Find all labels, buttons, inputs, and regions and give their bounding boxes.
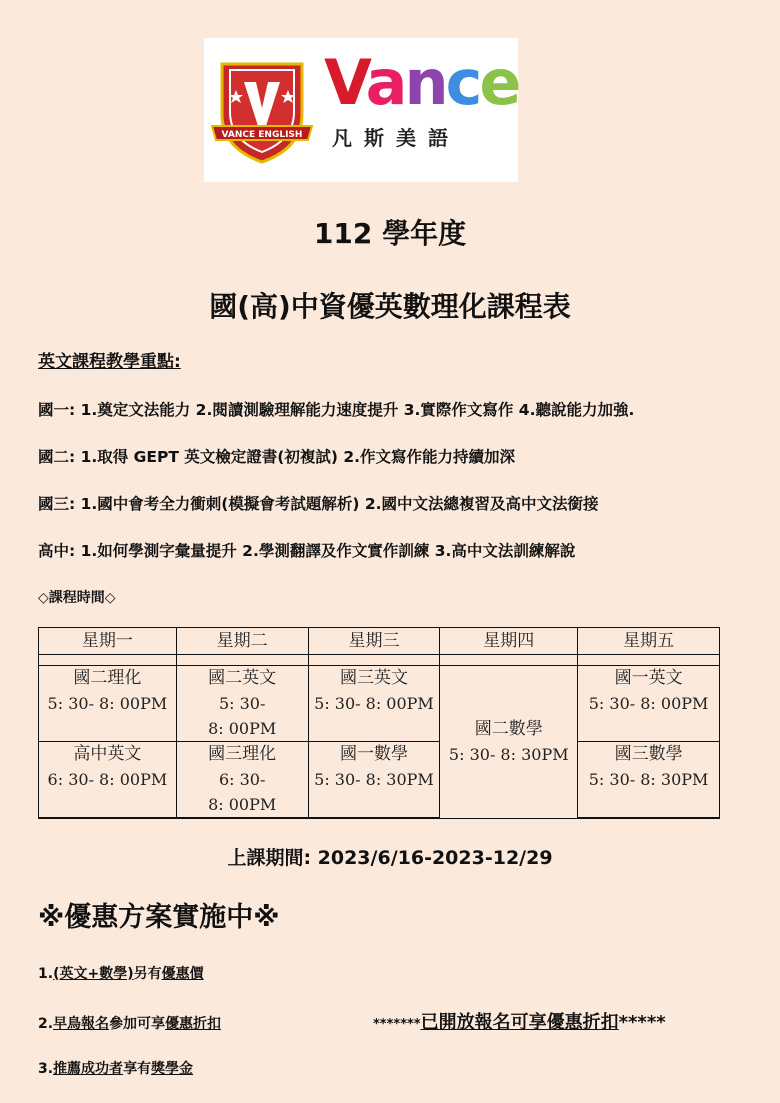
- promo-text: 優惠折扣: [165, 1016, 222, 1032]
- class-cell-fri-2: [578, 742, 720, 819]
- day-header-wed: 星期三: [308, 628, 440, 655]
- brand-letter: n: [404, 46, 446, 119]
- promo-number: 3.: [38, 1061, 54, 1077]
- class-cell-tue-1: [176, 666, 308, 742]
- english-focus-heading: 英文課程教學重點:: [38, 352, 181, 372]
- brand-letter: e: [479, 46, 519, 119]
- schedule-heading: ◇課程時間◇: [38, 590, 116, 606]
- class-name: 國一數學: [339, 744, 408, 764]
- promo-text: (英文+數學): [53, 966, 134, 982]
- class-cell-mon-2: [39, 742, 177, 819]
- focus-line-highschool: 高中: 1.如何學測字彙量提升 2.學測翻譯及作文實作訓練 3.高中文法訓練解說: [38, 542, 576, 560]
- class-time: 5: 30- 8: 00PM: [208, 694, 277, 738]
- promo-item-1: [38, 963, 204, 983]
- class-name: 國三數學: [614, 744, 683, 764]
- vance-shield-logo: [210, 56, 314, 166]
- class-cell-wed-1: [308, 666, 440, 742]
- class-time: 5: 30- 8: 00PM: [47, 694, 168, 713]
- class-cell-wed-2: [308, 742, 440, 819]
- class-time: 5: 30- 8: 00PM: [314, 694, 434, 713]
- focus-line-grade9: 國三: 1.國中會考全力衝刺(模擬會考試題解析) 2.國中文法總複習及高中文法銜接: [38, 495, 599, 513]
- class-time: 5: 30- 8: 00PM: [588, 694, 709, 713]
- class-name: 國二數學: [474, 718, 543, 739]
- brand-wordmark: [324, 46, 519, 119]
- class-time: 6: 30- 8: 00PM: [47, 770, 168, 789]
- day-header-mon: 星期一: [39, 628, 177, 655]
- promo-number: 2.: [38, 1016, 54, 1032]
- stars-right: *****: [618, 1012, 666, 1033]
- table-row: [39, 666, 720, 742]
- promo-item-3: [38, 1058, 193, 1078]
- focus-line-grade8: 國二: 1.取得 GEPT 英文檢定證書(初複試) 2.作文寫作能力持續加深: [38, 448, 516, 466]
- promo-text: 享有: [123, 1061, 152, 1077]
- class-name: 國三理化: [208, 744, 277, 764]
- class-time: 6: 30- 8: 00PM: [208, 770, 277, 814]
- spacer-cell: [308, 655, 440, 666]
- day-header-tue: 星期二: [176, 628, 308, 655]
- spacer-cell: [578, 655, 720, 666]
- class-time: 5: 30- 8: 30PM: [588, 770, 709, 789]
- shield-text: VANCE ENGLISH: [221, 130, 303, 140]
- class-name: 高中英文: [73, 744, 142, 764]
- table-header-row: [39, 628, 720, 655]
- class-time: 5: 30- 8: 30PM: [448, 744, 569, 764]
- focus-line-grade7: 國一: 1.奠定文法能力 2.閱讀測驗理解能力速度提升 3.實際作文寫作 4.聽說能力加強.: [38, 401, 635, 419]
- class-name: 國二理化: [73, 668, 142, 688]
- logo-box: [204, 38, 518, 182]
- day-header-fri: 星期五: [578, 628, 720, 655]
- promo-text: 另有: [133, 966, 162, 982]
- class-name: 國三英文: [339, 668, 408, 688]
- table-row: [39, 742, 720, 819]
- academic-year-title: 112 學年度: [313, 217, 467, 250]
- promo-text: 參加可享: [109, 1016, 166, 1032]
- class-time: 5: 30- 8: 30PM: [314, 770, 434, 789]
- class-name: 國二英文: [208, 668, 277, 688]
- stars-left: *******: [373, 1017, 421, 1032]
- promo-text: 獎學金: [151, 1061, 194, 1077]
- class-cell-mon-1: [39, 666, 177, 742]
- brand-letter: c: [445, 46, 480, 119]
- spacer-cell: [176, 655, 308, 666]
- course-table-title: 國(高)中資優英數理化課程表: [209, 290, 571, 323]
- brand-letter: V: [324, 46, 366, 119]
- registration-open-banner: [373, 1008, 666, 1034]
- spacer-cell: [39, 655, 177, 666]
- brand-letter: a: [365, 46, 405, 119]
- table-spacer-row: [39, 655, 720, 666]
- class-cell-thu: [440, 666, 578, 819]
- spacer-cell: [440, 655, 578, 666]
- day-header-thu: 星期四: [440, 628, 578, 655]
- course-period: 上課期間: 2023/6/16-2023-12/29: [227, 847, 553, 869]
- promo-number: 1.: [38, 966, 54, 982]
- brand-subtitle: 凡斯美語: [332, 126, 460, 150]
- promo-item-2: [38, 1013, 221, 1033]
- class-cell-fri-1: [578, 666, 720, 742]
- promotion-title: ※優惠方案實施中※: [38, 902, 280, 933]
- promo-text: 推薦成功者: [53, 1061, 124, 1077]
- class-name: 國一英文: [614, 668, 683, 688]
- schedule-table: [38, 627, 720, 819]
- promo-text: 早鳥報名: [53, 1016, 110, 1032]
- promo-text: 優惠價: [161, 966, 204, 982]
- registration-open-text: 已開放報名可享優惠折扣: [420, 1012, 619, 1033]
- class-cell-tue-2: [176, 742, 308, 819]
